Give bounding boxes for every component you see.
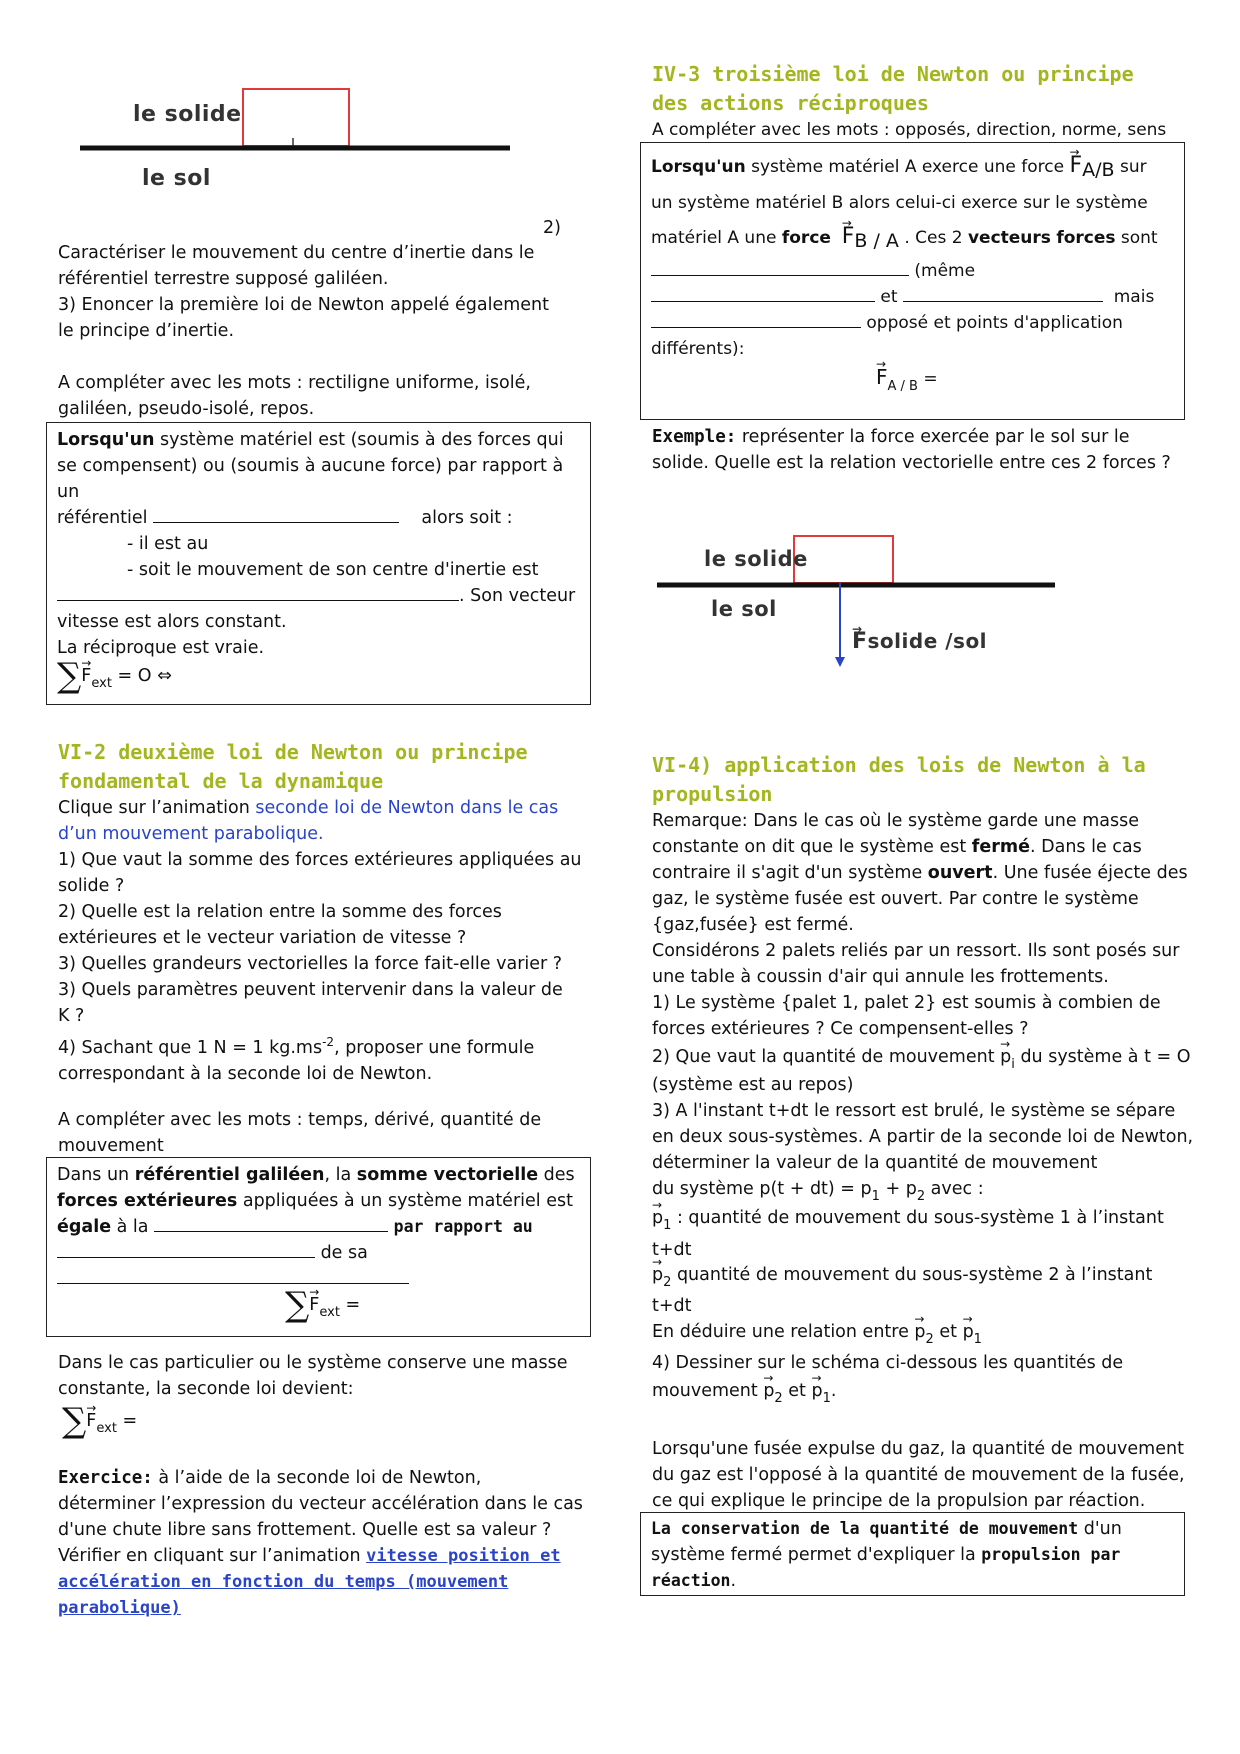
second-law-line3	[57, 1214, 580, 1240]
deduce-et: et	[933, 1322, 963, 1342]
blank-de-sa[interactable]	[57, 1266, 409, 1284]
ground-label-2: le sol	[711, 597, 777, 621]
second-law-formula	[57, 1285, 580, 1326]
vi4-consider: Considérons 2 palets reliés par un ressort. Ils sont posés sur une table à coussin d'air qui annule les frottements.	[652, 941, 1180, 987]
exemple-text: représenter la force exercée par le sol sur le solide. Quelle est la relation vectorielle entre ces 2 forces ?	[652, 427, 1171, 473]
first-law-line1	[57, 427, 580, 505]
ext-subscript-3: ext	[96, 1421, 117, 1436]
second-law-line4	[57, 1240, 580, 1266]
sum-symbol-2: ∑	[285, 1285, 310, 1325]
force-bold: force	[781, 228, 831, 248]
vecteurs-bold: vecteurs	[967, 228, 1051, 248]
first-law-formula	[57, 656, 580, 697]
materiel-a: matériel A une	[651, 228, 782, 248]
somme-vectorielle: somme vectorielle	[356, 1165, 539, 1185]
third-law-line1	[651, 149, 1174, 187]
vi4-q4b	[652, 1378, 1197, 1412]
q4-p1: → p	[811, 1378, 822, 1404]
third-law-line3	[651, 220, 1174, 258]
conservation-end: .	[730, 1571, 737, 1591]
formula-fab-sub: A / B	[887, 379, 918, 394]
exercice-label: Exercice:	[58, 1468, 153, 1488]
exemple	[652, 424, 1172, 476]
vi4-q4a: 4) Dessiner sur le schéma ci-dessous les quantités de	[652, 1353, 1124, 1373]
question-3: 3) Enoncer la première loi de Newton appelé également le principe d’inertie.	[58, 295, 549, 341]
q3-plus: + p	[879, 1179, 917, 1199]
force-ba: → F	[842, 220, 855, 253]
q4b-text: mouvement	[652, 1381, 764, 1401]
vi4-q2c: (système est au repos)	[652, 1075, 854, 1095]
ext-subscript-2: ext	[319, 1305, 340, 1320]
blank-referentiel[interactable]	[153, 505, 399, 523]
first-law-line3: - il est au	[127, 534, 209, 554]
appliquees: appliquées à un système matériel est	[237, 1191, 573, 1211]
formula-fab: → F	[876, 362, 888, 392]
particular-case: Dans le cas particulier ou le système conserve une masse constante, la seconde loi devient:	[58, 1353, 568, 1399]
iv3-complete: A compléter avec les mots : opposés, direction, norme, sens	[652, 120, 1167, 140]
referentiel-galileen: référentiel galiléen	[134, 1165, 325, 1185]
third-law-line4	[651, 258, 1174, 284]
blank-et-2[interactable]	[903, 284, 1103, 302]
blank-oppose[interactable]	[651, 310, 861, 328]
q3-sub1: 1	[871, 1189, 880, 1204]
question-2: Caractériser le mouvement du centre d’inertie dans le référentiel terrestre supposé galiléen.	[58, 243, 535, 289]
iv3-title: IV-3 troisième loi de Newton ou principe des actions réciproques	[652, 62, 1134, 115]
question-number: 2)	[543, 218, 561, 238]
exercice-text: à l’aide de la seconde loi de Newton, déterminer l’expression du vecteur accélération dans le cas d'une chute libre sans frottement. Quelle est sa valeur ? Vérifier en cliquant sur l’animation	[58, 1468, 583, 1566]
dans-un: Dans un	[57, 1165, 135, 1185]
remark-1: Remarque: Dans le cas où le système garde une masse constante on dit que le système est	[652, 811, 1140, 857]
vi2-q3b: 3) Quels paramètres peuvent intervenir dans la valeur de K ?	[58, 980, 563, 1026]
des: des	[538, 1165, 575, 1185]
equals-3: =	[122, 1411, 138, 1431]
forces-bold: forces	[1056, 228, 1116, 248]
vi2-title: VI-2 deuxième loi de Newton ou principe fondamental de la dynamique	[58, 740, 528, 793]
animation-link-vitesse[interactable]: vitesse position et accélération en fonction du temps (mouvement parabolique)	[58, 1546, 561, 1618]
deduce-p1-sub: 1	[973, 1332, 982, 1347]
lorsqu-bold: Lorsqu'un	[57, 430, 155, 450]
q4-dot: .	[830, 1381, 837, 1401]
third-law-box	[640, 142, 1185, 420]
first-law-line2	[57, 505, 580, 531]
force-ab: → F	[1069, 149, 1082, 182]
blank-et-1[interactable]	[651, 284, 875, 302]
second-law-line1	[57, 1162, 580, 1188]
mais: mais	[1113, 287, 1155, 307]
third-law-line6	[651, 310, 1174, 336]
deduce-p2: → p	[914, 1319, 925, 1345]
vi2-click	[58, 795, 588, 847]
blank-mouvement[interactable]	[57, 583, 459, 601]
blank-rapport[interactable]	[57, 1240, 315, 1258]
conservation-box	[640, 1512, 1185, 1596]
sum-symbol-3: ∑	[62, 1401, 87, 1441]
first-law-line5	[57, 583, 580, 609]
formula-constant-mass	[62, 1401, 138, 1442]
complete-instruction-1: A compléter avec les mots : rectiligne uniforme, isolé, galiléen, pseudo-isolé, repos.	[58, 373, 531, 419]
force-vector-3: → F	[86, 1408, 96, 1434]
p2-symbol: → p	[652, 1262, 663, 1288]
q4-p2-sub: 2	[774, 1391, 783, 1406]
vi4-remark	[652, 808, 1192, 938]
vi2-complete: A compléter avec les mots : temps, dérivé, quantité de mouvement	[58, 1110, 542, 1156]
vi4-title: VI-4) application des lois de Newton à la propulsion	[652, 753, 1146, 806]
son-vecteur: . Son vecteur	[459, 586, 576, 606]
p-initial-sub: i	[1011, 1057, 1015, 1072]
third-law-line7: différents):	[651, 339, 745, 359]
q2-text: 2) Que vaut la quantité de mouvement	[652, 1047, 1001, 1067]
third-law-line5	[651, 284, 1174, 310]
conservation-mid: d'un système fermé permet d'expliquer la	[651, 1519, 1122, 1565]
q4-et: et	[782, 1381, 812, 1401]
third-law-text1: système matériel A exerce une force	[745, 157, 1070, 177]
conservation-text	[651, 1516, 1174, 1594]
p1-sub: 1	[663, 1218, 672, 1233]
q3-avec: avec :	[925, 1179, 984, 1199]
third-law-line2: un système matériel B alors celui-ci exerce sur le système	[651, 193, 1148, 213]
ground-label: le sol	[142, 166, 211, 191]
second-law-box	[46, 1157, 591, 1337]
first-law-line4: - soit le mouvement de son centre d'inertie est	[127, 560, 539, 580]
meme: (même	[914, 261, 976, 281]
q4-end: , proposer une formule correspondant à la seconde loi de Newton.	[58, 1037, 535, 1084]
force-solid-sol-F: → F	[852, 629, 868, 655]
remark-3: . Une fusée éjecte des gaz, le système fusée est ouvert. Par contre le système {gaz,fusée} est fermé.	[652, 863, 1188, 935]
p2-sub: 2	[663, 1275, 672, 1290]
tdt-1: t+dt	[652, 1240, 692, 1260]
referentiel-word: référentiel	[57, 508, 148, 528]
force-ab-sub: A/B	[1082, 159, 1115, 181]
first-law-line7: La réciproque est vraie.	[57, 638, 265, 658]
vi2-q2: 2) Quelle est la relation entre la somme des forces extérieures et le vecteur variation de vitesse ?	[58, 902, 502, 948]
exemple-label: Exemple:	[652, 427, 737, 447]
la: , la	[324, 1165, 357, 1185]
p1-symbol: → p	[652, 1205, 663, 1231]
formula-rest: = O ⇔	[117, 666, 172, 686]
second-law-line2	[57, 1188, 580, 1214]
forces-exterieures: forces extérieures	[57, 1191, 238, 1211]
figure-solid-ground-2	[655, 535, 1075, 675]
alors-soit: alors soit :	[421, 508, 513, 528]
solid-label-2: le solide	[704, 547, 808, 571]
ouvert-bold: ouvert	[927, 863, 993, 883]
blank-meme[interactable]	[651, 258, 909, 276]
force-ba-sub: B / A	[854, 230, 899, 252]
q3-sub2: 2	[916, 1189, 926, 1204]
q4-p1-sub: 1	[822, 1391, 831, 1406]
force-vector-2: → F	[309, 1292, 319, 1318]
sont: sont	[1115, 228, 1158, 248]
ferme-bold: fermé	[971, 837, 1031, 857]
first-law-box	[46, 422, 591, 705]
figure-solid-ground-1	[78, 88, 518, 198]
et-word: et	[880, 287, 898, 307]
sur: sur	[1114, 157, 1147, 177]
ces-2: . Ces 2	[898, 228, 968, 248]
click-prefix: Clique sur l’animation	[58, 798, 256, 818]
deduce-p2-sub: 2	[925, 1332, 934, 1347]
par-rapport-au: par rapport au	[393, 1217, 533, 1236]
first-law-line6: vitesse est alors constant.	[57, 612, 287, 632]
vi2-q3: 3) Quelles grandeurs vectorielles la force fait-elle varier ?	[58, 954, 563, 974]
equals-2: =	[345, 1295, 361, 1315]
third-law-formula	[651, 362, 1174, 402]
q4-start: 4) Sachant que 1 N = 1 kg.ms	[58, 1037, 323, 1058]
vi4-gas: Lorsqu'une fusée expulse du gaz, la quantité de mouvement du gaz est l'opposé à la quantité de mouvement de la fusée, ce qui explique le principe de la propulsion par réaction.	[652, 1439, 1185, 1511]
formula-equals: =	[923, 369, 938, 389]
tdt-2: t+dt	[652, 1296, 692, 1316]
force-solid-sol-sub: solide /sol	[867, 629, 988, 653]
remark-2: . Dans le cas contraire il s'agit d'un système	[652, 837, 1142, 883]
first-law-text: système matériel est (soumis à des forces qui se compensent) ou (soumis à aucune force) par rapport à un	[57, 430, 564, 502]
solid-label: le solide	[133, 102, 242, 127]
blank-egale[interactable]	[154, 1214, 388, 1232]
q4-p2: → p	[763, 1378, 774, 1404]
animation-link-seconde-loi[interactable]: seconde loi de Newton dans le cas d’un mouvement parabolique.	[58, 798, 559, 844]
force-solid-sol-label	[852, 628, 987, 655]
propulsion-bold: propulsion par réaction	[651, 1545, 1121, 1590]
deduce-text: En déduire une relation entre	[652, 1322, 915, 1342]
q4-sup: -2	[322, 1035, 335, 1049]
conservation-bold: La conservation de la quantité de mouvement	[651, 1519, 1079, 1538]
lorsqu-bold-2: Lorsqu'un	[651, 157, 746, 177]
q2-text-b: du système à t = O	[1014, 1047, 1191, 1067]
ext-subscript: ext	[91, 676, 112, 691]
a-la: à la	[111, 1217, 149, 1237]
force-vector: → F	[81, 663, 91, 689]
exercice	[58, 1465, 583, 1621]
p2-definition	[652, 1262, 1197, 1296]
vi2-q4	[58, 1029, 558, 1087]
sum-symbol: ∑	[57, 656, 82, 696]
egale: égale	[57, 1217, 112, 1237]
vi4-q1: 1) Le système {palet 1, palet 2} est soumis à combien de forces extérieures ? Ce compensent-elles ?	[652, 993, 1161, 1039]
p2-def-text: quantité de mouvement du sous-système 2 à l’instant	[671, 1265, 1153, 1285]
oppose-text: opposé et points d'application	[866, 313, 1123, 333]
p1-def-text: : quantité de mouvement du sous-système 1 à l’instant	[671, 1208, 1164, 1228]
deduce-p1: → p	[963, 1319, 974, 1345]
q3b-text: du système	[652, 1179, 760, 1199]
vi4-q3: 3) A l'instant t+dt le ressort est brulé, le système se sépare en deux sous-systèmes. A partir de la seconde loi de Newton, déterminer la valeur de la quantité de mouvement	[652, 1101, 1194, 1173]
p-initial: → p	[1000, 1044, 1011, 1070]
q3-formula: p(t + dt) = p	[759, 1179, 872, 1199]
deduce	[652, 1319, 1197, 1353]
vi2-q1: 1) Que vaut la somme des forces extérieures appliquées au solide ?	[58, 850, 582, 896]
p1-definition	[652, 1205, 1197, 1239]
de-sa: de sa	[320, 1243, 368, 1263]
